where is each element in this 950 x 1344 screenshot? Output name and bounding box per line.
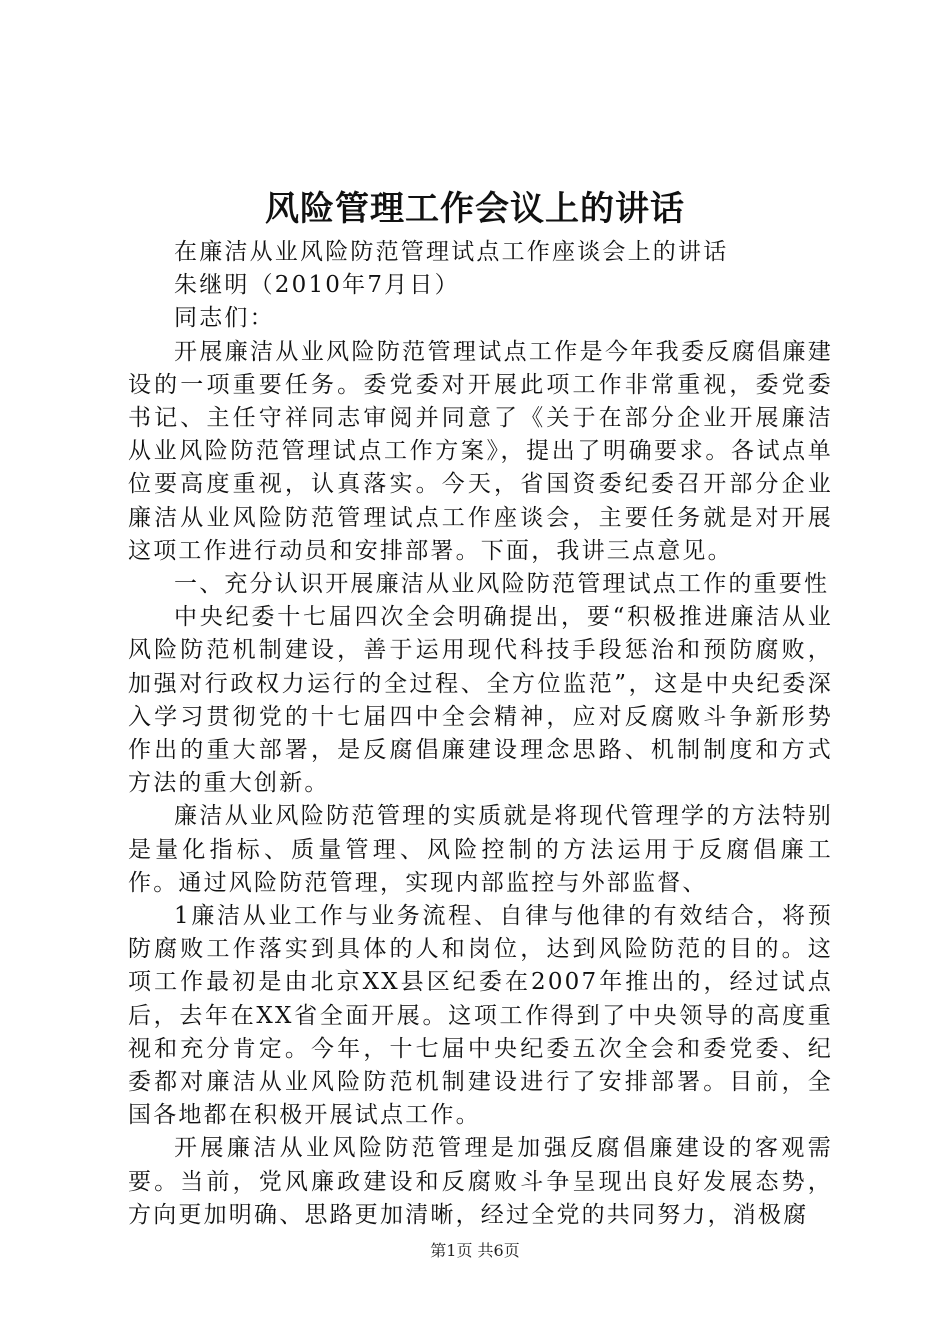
paragraph: 开展廉洁从业风险防范管理试点工作是今年我委反腐倡廉建设的一项重要任务。委党委对开展此项工作非常重视，委党委书记、主任守祥同志审阅并同意了《关于在部分企业开展廉洁从业风险防范管理试点工作方案》，提出了明确要求。各试点单位要高度重视，认真落实。今天，省国资委纪委召开部分企业廉洁从业风险防范管理试点工作座谈会，主要任务就是对开展这项工作进行动员和安排部署。下面，我讲三点意见。	[128, 338, 833, 564]
paragraph-salutation: 同志们：	[174, 305, 275, 332]
page-footer: 第1页 共6页	[430, 1241, 520, 1260]
paragraph-author-date: 朱继明（2010年7月日）	[174, 272, 460, 299]
paragraph-subtitle: 在廉洁从业风险防范管理试点工作座谈会上的讲话	[174, 239, 729, 265]
document-title: 风险管理工作会议上的讲话	[265, 189, 685, 229]
paragraph: 廉洁从业风险防范管理的实质就是将现代管理学的方法特别是量化指标、质量管理、风险控制的方法运用于反腐倡廉工作。通过风险防范管理，实现内部监控与外部监督、	[128, 803, 833, 896]
paragraph: 开展廉洁从业风险防范管理是加强反腐倡廉建设的客观需要。当前，党风廉政建设和反腐败斗争呈现出良好发展态势，方向更加明确、思路更加清晰，经过全党的共同努力，消极腐	[128, 1135, 833, 1228]
paragraph: 1廉洁从业工作与业务流程、自律与他律的有效结合，将预防腐败工作落实到具体的人和岗位，达到风险防范的目的。这项工作最初是由北京XX县区纪委在2007年推出的，经过试点后，去年在XX省全面开展。这项工作得到了中央领导的高度重视和充分肯定。今年，十七届中央纪委五次全会和委党委、纪委都对廉洁从业风险防范机制建设进行了安排部署。目前，全国各地都在积极开展试点工作。	[128, 903, 833, 1129]
section-heading: 一、充分认识开展廉洁从业风险防范管理试点工作的重要性	[174, 571, 830, 598]
document-body	[128, 236, 833, 1232]
paragraph: 中央纪委十七届四次全会明确提出，要“积极推进廉洁从业风险防范机制建设，善于运用现代科技手段惩治和预防腐败，加强对行政权力运行的全过程、全方位监范”，这是中央纪委深入学习贯彻党的十七届四中全会精神，应对反腐败斗争新形势作出的重大部署，是反腐倡廉建设理念思路、机制制度和方式方法的重大创新。	[128, 604, 833, 797]
